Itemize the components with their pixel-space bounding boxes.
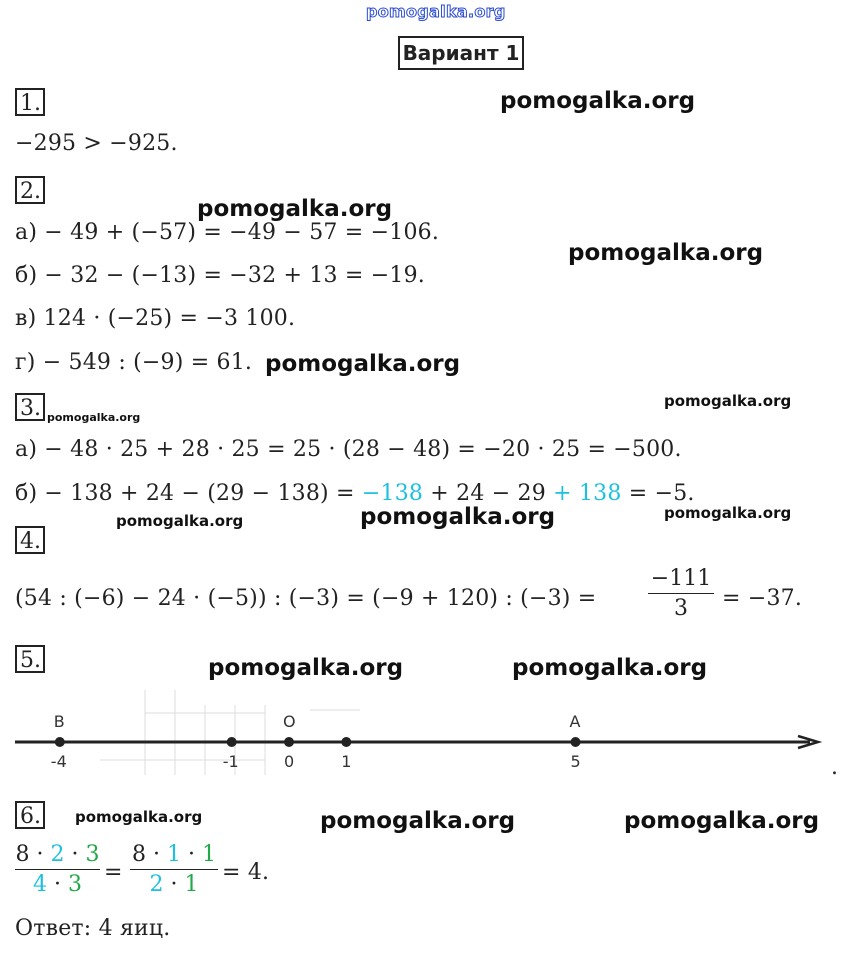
watermark: pomogalka.org — [47, 411, 141, 424]
point-label: -1 — [222, 752, 239, 771]
task2-g: г) − 549 : (−9) = 61. — [15, 350, 253, 375]
point-name: A — [569, 712, 581, 731]
watermark: pomogalka.org — [568, 240, 764, 266]
number-line — [0, 685, 847, 785]
watermark: pomogalka.org — [197, 196, 393, 222]
site-link[interactable]: pomogalka.org — [366, 2, 506, 21]
point-label: -4 — [50, 752, 67, 771]
fraction-bar — [15, 869, 100, 870]
task-number-4: 4. — [15, 526, 45, 554]
watermark: pomogalka.org — [500, 88, 696, 114]
task-number-2: 2. — [15, 176, 45, 204]
task6-answer: Ответ: 4 яиц. — [15, 916, 171, 941]
task4-rhs: = −37. — [722, 586, 803, 611]
fraction-bar — [130, 869, 218, 870]
task-number-5: 5. — [15, 645, 45, 673]
watermark: pomogalka.org — [116, 512, 244, 530]
task1-line: −295 > −925. — [15, 131, 178, 156]
point-marker — [571, 737, 581, 747]
task2-a: а) − 49 + (−57) = −49 − 57 = −106. — [15, 220, 440, 245]
watermark: pomogalka.org — [664, 504, 792, 522]
watermark: pomogalka.org — [624, 808, 820, 834]
point-marker — [284, 737, 294, 747]
task6-f1-num: 8 · 2 · 3 — [15, 842, 100, 867]
point-label: 0 — [284, 752, 295, 771]
variant-title: Вариант 1 — [398, 36, 524, 70]
watermark: pomogalka.org — [75, 808, 203, 826]
watermark: pomogalka.org — [320, 808, 516, 834]
task-number-3: 3. — [15, 393, 45, 421]
fraction-bar — [648, 593, 714, 594]
task-number-6: 6. — [15, 801, 45, 829]
task-number-1: 1. — [15, 88, 45, 116]
task3-b — [15, 481, 695, 506]
point-marker — [341, 737, 351, 747]
task3-b-mid: + 24 − 29 — [423, 481, 554, 506]
task3-b-highlight-1: −138 — [361, 481, 424, 506]
watermark: pomogalka.org — [208, 655, 404, 681]
task6-f2-den: 2 · 1 — [149, 872, 199, 897]
task4-frac-den: 3 — [674, 596, 688, 621]
task6-result: = 4. — [222, 860, 270, 885]
point-marker — [55, 737, 65, 747]
task3-b-pre: б) − 138 + 24 − (29 − 138) = — [15, 481, 362, 506]
task3-a: а) − 48 · 25 + 28 · 25 = 25 · (28 − 48) = −20 · 25 = −500. — [15, 437, 682, 462]
task4-frac-num: −111 — [650, 566, 712, 591]
point-label: 5 — [570, 752, 581, 771]
watermark: pomogalka.org — [512, 655, 708, 681]
trailing-dot: . — [831, 755, 838, 780]
task6-fraction-2 — [130, 842, 218, 897]
task6-f1-den: 4 · 3 — [33, 872, 82, 897]
task6-eq: = — [104, 860, 123, 885]
task3-b-highlight-2: + 138 — [553, 481, 622, 506]
watermark: pomogalka.org — [360, 504, 556, 530]
task3-b-post: = −5. — [621, 481, 695, 506]
point-label: 1 — [341, 752, 352, 771]
point-name: B — [53, 712, 65, 731]
point-marker — [227, 737, 237, 747]
task4-lhs: (54 : (−6) − 24 · (−5)) : (−3) = (−9 + 120) : (−3) = — [15, 586, 597, 611]
task2-b: б) − 32 − (−13) = −32 + 13 = −19. — [15, 263, 425, 288]
task6-f2-num: 8 · 1 · 1 — [132, 842, 216, 867]
point-name: O — [283, 712, 296, 731]
watermark: pomogalka.org — [664, 392, 792, 410]
task6-fraction-1 — [15, 842, 100, 897]
task4-fraction — [648, 566, 714, 621]
task2-v: в) 124 · (−25) = −3 100. — [15, 306, 296, 331]
watermark: pomogalka.org — [265, 351, 461, 377]
